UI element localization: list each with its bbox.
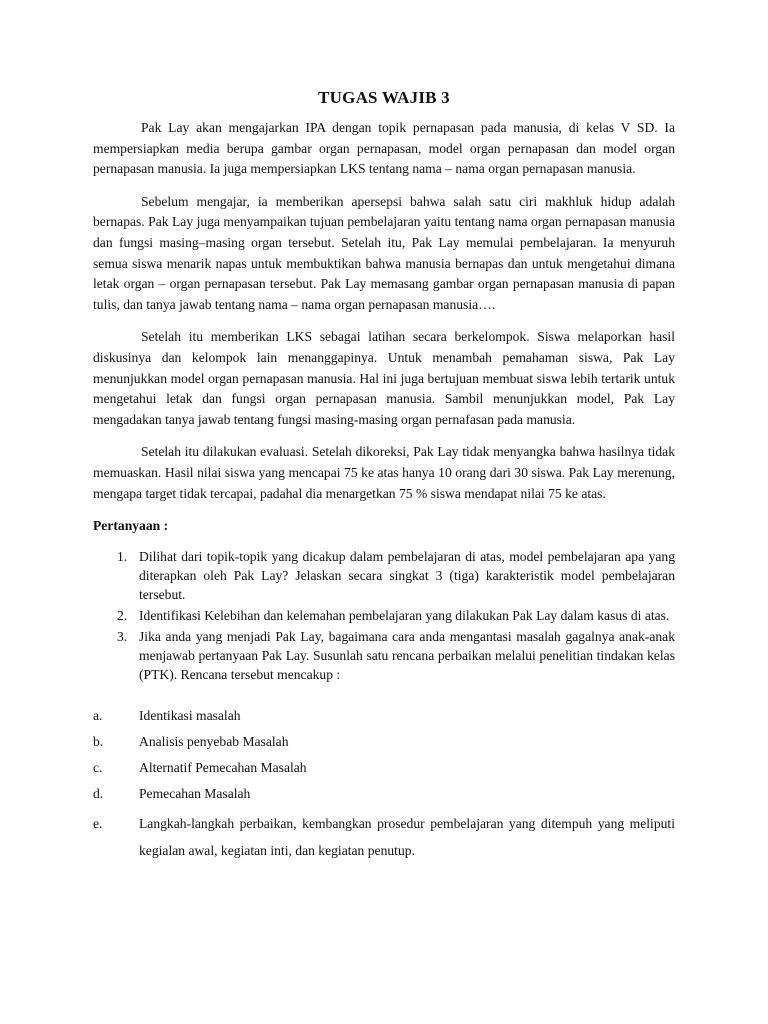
question-text: Identifikasi Kelebihan dan kelemahan pembelajaran yang dilakukan Pak Lay dalam kasus di atas. [139,607,670,623]
document-page [93,88,675,870]
plan-item-text: Analisis penyebab Masalah [139,733,289,749]
plan-item [93,784,675,804]
question-text: Dilihat dari topik-topik yang dicakup dalam pembelajaran di atas, model pembelajaran apa yang diterapkan oleh Pak Lay? Jelaskan secara singkat 3 (tiga) karakteristik model pembelajaran tersebut. [139,548,675,602]
plan-item [93,758,675,778]
question-number: 1. [117,548,128,564]
paragraph-3: Setelah itu memberikan LKS sebagai latihan secara berkelompok. Siswa melaporkan hasil diskusinya dan kelompok lain menanggapinya. Untuk menambah pemahaman siswa, Pak Lay menunjukkan model organ pernapasan manusia. Hal ini juga bertujuan membuat siswa lebih tertarik untuk mengetahui letak dan fungsi organ pernapasan manusia. Sambil menunjukkan model, Pak Lay mengadakan tanya jawab tentang fungsi masing-masing organ pernafasan pada manusia. [93,329,675,427]
plan-items-list [93,706,675,864]
plan-item [93,810,675,864]
plan-item [93,706,675,726]
plan-item-letter: e. [93,815,103,831]
plan-item-text: Identikasi masalah [139,707,241,723]
paragraph-4: Setelah itu dilakukan evaluasi. Setelah dikoreksi, Pak Lay tidak menyangka bahwa hasilnya tidak memuaskan. Hasil nilai siswa yang mencapai 75 ke atas hanya 10 orang dari 30 siswa. Pak Lay merenung, mengapa target tidak tercapai, padahal dia menargetkan 75 % siswa mendapat nilai 75 ke atas. [93,444,675,501]
plan-item-letter: b. [93,733,104,749]
question-number: 3. [117,628,128,644]
plan-item-letter: c. [93,759,103,775]
question-item [93,547,675,604]
question-item [93,606,675,625]
questions-heading: Pertanyaan : [93,518,169,534]
question-number: 2. [117,607,128,623]
plan-item-text: Alternatif Pemecahan Masalah [139,759,307,775]
paragraph-1: Pak Lay akan mengajarkan IPA dengan topik pernapasan pada manusia, di kelas V SD. Ia mempersiapkan media berupa gambar organ pernapasan, model organ pernapasan dan model organ pernapasan manusia. Ia juga mempersiapkan LKS tentang nama – nama organ pernapasan manusia. [93,120,675,177]
question-item [93,627,675,684]
plan-item-text: Langkah-langkah perbaikan, kembangkan prosedur pembelajaran yang ditempuh yang meliputi kegialan awal, kegiatan inti, dan kegiatan penutup. [139,815,675,858]
plan-item-text: Pemecahan Masalah [139,785,251,801]
plan-item [93,732,675,752]
paragraph-2: Sebelum mengajar, ia memberikan apersepsi bahwa salah satu ciri makhluk hidup adalah bernapas. Pak Lay juga menyampaikan tujuan pembelajaran yaitu tentang nama organ pernapasan manusia dan fungsi masing–masing organ tersebut. Setelah itu, Pak Lay memulai pembelajaran. Ia menyuruh semua siswa menarik napas untuk membuktikan bahwa manusia bernapas dan untuk mengetahui dimana letak organ – organ pernapasan tersebut. Pak Lay memasang gambar organ pernapasan manusia di papan tulis, dan tanya jawab tentang nama – nama organ pernapasan manusia…. [93,193,675,312]
document-title: TUGAS WAJIB 3 [318,88,450,107]
question-text: Jika anda yang menjadi Pak Lay, bagaimana cara anda mengantasi masalah gagalnya anak-anak menjawab pertanyaan Pak Lay. Susunlah satu rencana perbaikan melalui penelitian tindakan kelas (PTK). Rencana tersebut mencakup : [139,628,675,682]
plan-item-letter: d. [93,785,104,801]
questions-list [93,547,675,684]
plan-item-letter: a. [93,707,103,723]
